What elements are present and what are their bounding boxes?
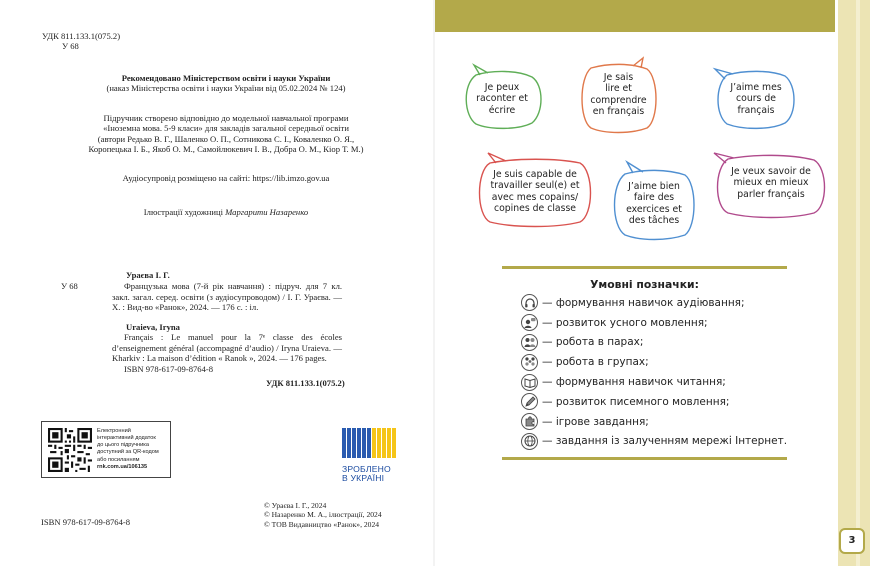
bubble-text: Je peux raconter et écrire [476, 82, 528, 116]
bubble-text: Je sais lire et comprendre en français [590, 72, 647, 117]
globe-icon [521, 433, 538, 450]
biblio-ua: Французька мова (7-й рік навчання) : підруч. для 7 кл. закл. загал. серед. освіти (з аудіосупроводом) / І. Г. Ураєва. — Х. : Вид-во «Ранок», 2024. — 176 с. : іл. [112, 281, 342, 313]
udk-code: УДК 811.133.1(075.2) [42, 31, 121, 41]
speech-bubble [714, 155, 828, 219]
qr-caption-line: Електронний [97, 428, 131, 434]
right-page [435, 0, 870, 566]
program-line: Підручник створено відповідно до модельної навчальної програми [103, 113, 349, 123]
speech-bubble [579, 64, 658, 134]
illustrator-name: Маргарити Назаренко [225, 207, 309, 217]
author-mark: У 68 [62, 41, 79, 52]
headphones-icon [521, 294, 538, 311]
copyright [264, 501, 382, 529]
legend-item [521, 313, 821, 333]
bibliographic-record [42, 270, 342, 374]
copyright-line: © Назаренко М. А., ілюстрації, 2024 [264, 510, 382, 520]
legend-item [521, 372, 821, 392]
flag-stripes-icon [342, 428, 398, 458]
legend-item [521, 432, 821, 452]
made-in-ukraine-logo [342, 428, 400, 482]
legend-label: — ігрове завдання; [542, 415, 649, 428]
program-note [40, 113, 412, 155]
made-in-ukraine-text [342, 465, 400, 482]
legend-label: — завдання із залученням мережі Інтернет. [542, 435, 788, 448]
legend-title: Умовні позначки: [590, 278, 699, 291]
illustrations-note [40, 207, 412, 217]
legend-item [521, 352, 821, 372]
qr-caption-line: до цього підручника [97, 442, 149, 449]
book-icon [521, 374, 538, 391]
program-line: Коропецька І. Б., Якоб О. М., Самойлюкевич І. В., Добра О. М., Кіор Т. М.) [88, 144, 364, 155]
legend-item [521, 412, 821, 432]
qr-caption-line: доступний за QR-кодом [97, 449, 159, 456]
copyright-line: © ТОВ Видавництво «Ранок», 2024 [264, 519, 380, 529]
speech-bubble [715, 71, 797, 129]
legend-item [521, 293, 821, 313]
page-number-badge [839, 528, 865, 554]
qr-code-icon[interactable] [48, 428, 92, 472]
qr-block [41, 421, 171, 478]
legend-divider [502, 266, 787, 269]
legend-label: — розвиток усного мовлення; [542, 316, 708, 329]
legend-label: — робота в парах; [542, 336, 644, 349]
order-line: (наказ Міністерства освіти і науки України від 05.02.2024 № 124) [106, 83, 346, 94]
isbn-bottom: ISBN 978-617-09-8764-8 [41, 517, 131, 527]
biblio-code: У 68 [61, 281, 78, 292]
udk-top [42, 31, 120, 52]
legend-label: — робота в групах; [542, 356, 649, 369]
speech-bubble [476, 159, 594, 227]
qr-caption-line: інтерактивний додаток [97, 435, 156, 442]
made-line: В УКРАЇНІ [342, 472, 385, 483]
puzzle-icon [521, 413, 538, 430]
audio-note: Аудіосупровід розміщено на сайті: https://lib.imzo.gov.ua [122, 173, 330, 183]
pencil-icon [521, 393, 538, 410]
qr-caption-line: або посиланням [97, 456, 140, 463]
speech-bubble [462, 71, 542, 129]
group-work-icon [521, 354, 538, 371]
top-color-band [435, 0, 835, 32]
biblio-fr: Français : Le manuel pour la 7ᵉ classe des écoles d’enseignement général (accompagné d’audio) / Iryna Uraieva. — Kharkiv : La maison d’édition « Ranok », 2024. — 176 pages. [112, 332, 342, 364]
recommendation-line: Рекомендовано Міністерством освіти і науки України [121, 73, 331, 83]
qr-url-link[interactable]: rnk.com.ua/106135 [97, 463, 148, 470]
legend-divider [502, 457, 787, 460]
recommendation [40, 73, 412, 94]
made-line: ЗРОБЛЕНО [342, 464, 391, 474]
legend-item [521, 333, 821, 353]
bubble-text: Je veux savoir de mieux en mieux parler français [731, 166, 811, 200]
legend-label: — формування навичок аудіювання; [542, 296, 745, 309]
biblio-isbn: ISBN 978-617-09-8764-8 [124, 363, 214, 374]
page-number: 3 [848, 535, 856, 546]
page-edge-band [838, 0, 870, 566]
legend-label: — формування навичок читання; [542, 376, 726, 389]
page-edge-stripe [856, 0, 860, 566]
program-line: (автори Редько В. Г., Шаленко О. П., Сотникова С. І., Коваленко О. Я., [97, 133, 355, 144]
speech-bubble [611, 170, 697, 241]
biblio-author-latin: Uraieva, Iryna [126, 321, 180, 332]
speaking-icon [521, 314, 538, 331]
legend-list [521, 293, 821, 451]
biblio-author: Ураєва І. Г. [126, 270, 170, 280]
qr-caption [97, 428, 169, 471]
program-line: «Іноземна мова. 5-9 класи» для закладів загальної середньої освіти [103, 123, 349, 134]
bubble-text: Je suis capable de travailler seul(e) et avec mes copains/ copines de classe [490, 169, 580, 214]
bubble-text: J’aime mes cours de français [730, 82, 782, 116]
copyright-line: © Ураєва І. Г., 2024 [264, 501, 327, 510]
legend-label: — розвиток писемного мовлення; [542, 395, 730, 408]
legend-item [521, 392, 821, 412]
udk-bottom: УДК 811.133.1(075.2) [266, 378, 345, 388]
pair-work-icon [521, 334, 538, 351]
bubble-text: J’aime bien faire des exercices et des tâches [626, 181, 682, 226]
illustrations-label: Ілюстрації художниці [143, 207, 223, 217]
